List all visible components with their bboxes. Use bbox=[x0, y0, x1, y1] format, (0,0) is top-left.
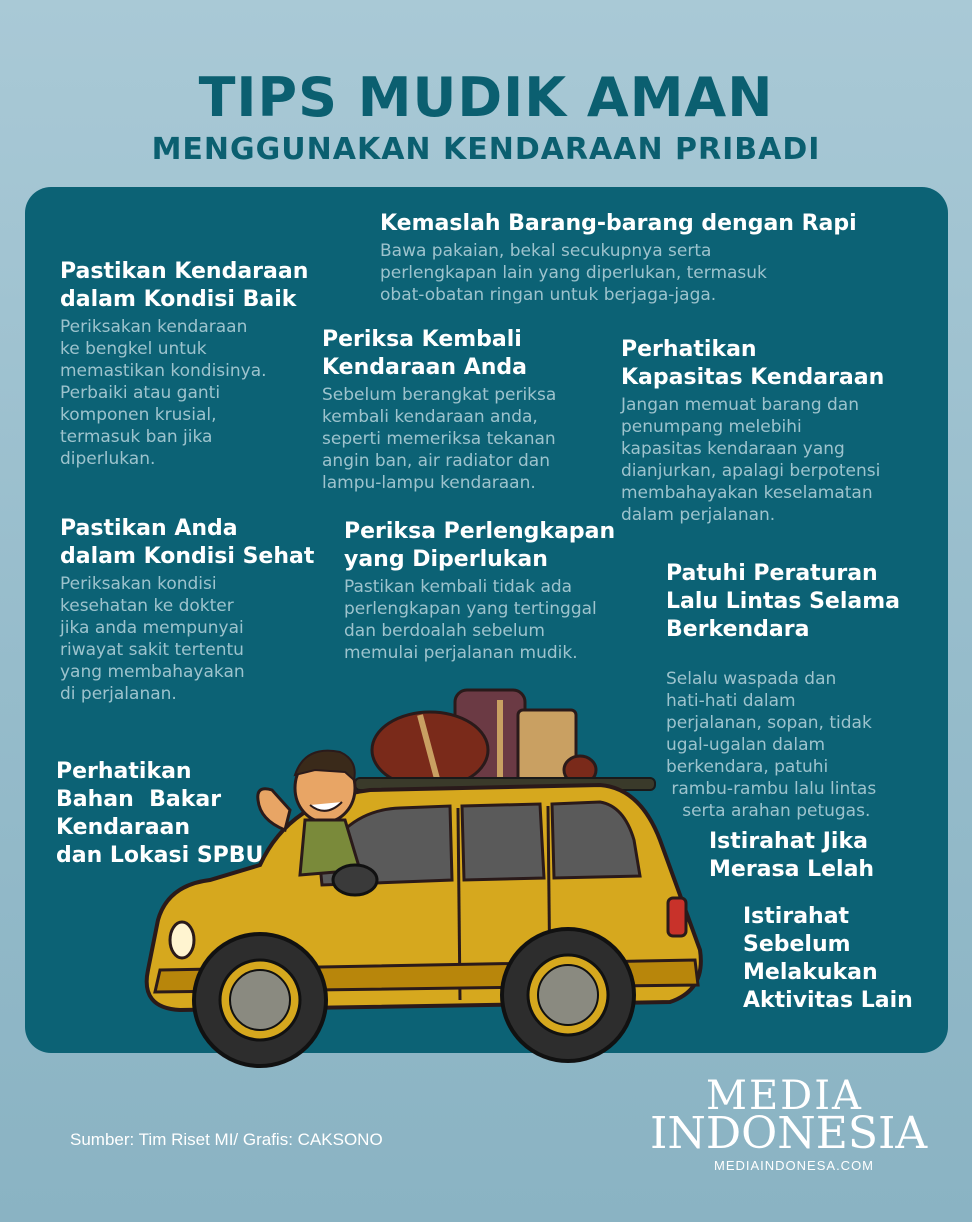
tip-health-condition bbox=[60, 515, 320, 705]
tip-title: Pastikan Anda dalam Kondisi Sehat bbox=[60, 516, 315, 569]
tip-title: Pastikan Kendaraan dalam Kondisi Baik bbox=[60, 259, 309, 312]
tip-recheck-vehicle bbox=[322, 326, 602, 494]
media-indonesia-logo bbox=[650, 1073, 928, 1176]
tip-title: Perhatikan Bahan Bakar Kendaraan dan Lokasi SPBU bbox=[56, 759, 264, 868]
tip-body: Pastikan kembali tidak ada perlengkapan yang tertinggal dan berdoalah sebelum memulai perjalanan mudik. bbox=[344, 577, 597, 663]
source-credit: Sumber: Tim Riset MI/ Grafis: CAKSONO bbox=[70, 1130, 383, 1149]
tip-title: Kemaslah Barang-barang dengan Rapi bbox=[380, 211, 857, 236]
tip-check-equipment bbox=[344, 518, 634, 664]
tip-vehicle-condition bbox=[60, 258, 320, 470]
front-wheel-icon bbox=[194, 934, 326, 1066]
logo-line-media: MEDIA bbox=[706, 1073, 863, 1119]
logo-line-indonesia: INDONESIA bbox=[650, 1108, 928, 1159]
luggage-icon bbox=[372, 690, 596, 790]
tip-title: Istirahat Jika Merasa Lelah bbox=[709, 829, 875, 882]
tip-title: Periksa Kembali Kendaraan Anda bbox=[322, 327, 527, 380]
tip-body: Jangan memuat barang dan penumpang melebihi kapasitas kendaraan yang dianjurkan, apalagi berpotensi membahayakan keselamatan dalam perjalanan. bbox=[621, 395, 881, 525]
tip-rest-before-activities bbox=[743, 903, 943, 1015]
tip-body: Sebelum berangkat periksa kembali kendaraan anda, seperti memeriksa tekanan angin ban, air radiator dan lampu-lampu kendaraan. bbox=[322, 385, 557, 493]
tip-title: Patuhi Peraturan Lalu Lintas Selama Berkendara bbox=[666, 561, 900, 642]
tip-title: Istirahat Sebelum Melakukan Aktivitas Lain bbox=[743, 904, 913, 1013]
tip-body: Periksakan kendaraan ke bengkel untuk memastikan kondisinya. Perbaiki atau ganti komponen krusial, termasuk ban jika diperlukan. bbox=[60, 317, 267, 469]
tip-title: Perhatikan Kapasitas Kendaraan bbox=[621, 337, 885, 390]
page-title: TIPS MUDIK AMAN bbox=[198, 66, 774, 129]
tip-body: Selalu waspada dan hati-hati dalam perjalanan, sopan, tidak ugal-ugalan dalam berkendara, patuhi rambu-rambu lalu lintas serta arahan petugas. bbox=[666, 669, 877, 821]
tip-rest-when-tired bbox=[709, 828, 929, 884]
tip-body: Bawa pakaian, bekal secukupnya serta perlengkapan lain yang diperlukan, termasuk obat-obatan ringan untuk berjaga-jaga. bbox=[380, 241, 767, 305]
rear-wheel-icon bbox=[502, 929, 634, 1061]
page-subtitle: MENGGUNAKAN KENDARAAN PRIBADI bbox=[151, 132, 821, 167]
tip-body: Periksakan kondisi kesehatan ke dokter jika anda mempunyai riwayat sakit tertentu yang membahayakan di perjalanan. bbox=[60, 574, 245, 704]
tip-pack-luggage bbox=[380, 210, 940, 306]
car-illustration bbox=[140, 680, 710, 1080]
logo-website: MEDIAINDONESA.COM bbox=[714, 1158, 875, 1173]
tip-vehicle-capacity bbox=[621, 336, 941, 526]
car-icon bbox=[140, 680, 710, 1080]
tip-title: Periksa Perlengkapan yang Diperlukan bbox=[344, 519, 616, 572]
